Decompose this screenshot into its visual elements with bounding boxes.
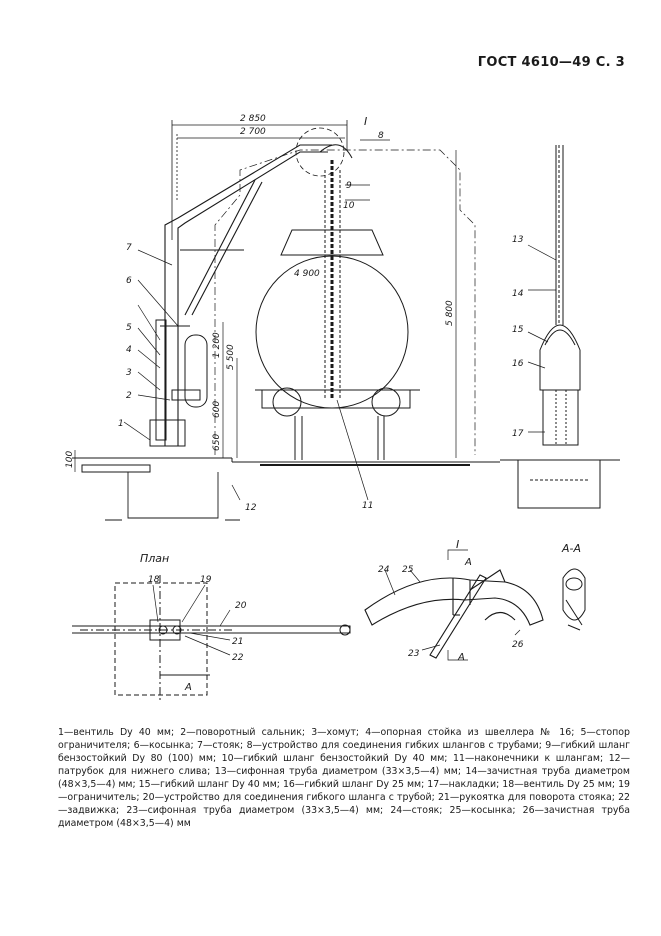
legend-item: 23—сифонная труба диаметром (33×3,5—4) мм; [126,805,391,816]
dimension-lines-top [172,120,347,240]
callout-21: 21 [232,637,244,647]
plan-view [72,575,350,700]
legend-item: 14—зачистная труба диаметром (48×3,5—4) мм; [58,766,630,790]
dim-5800: 5 800 [445,300,455,326]
section-AA-title: А-А [562,542,582,555]
technical-drawing [0,100,661,720]
legend-item: 11—наконечники к шлангам; [453,753,609,764]
callout-9: 9 [346,181,352,191]
callout-13: 13 [512,235,524,245]
callout-24: 24 [378,565,390,575]
foundation [105,472,240,520]
callout-1: 1 [118,419,124,429]
legend-item: 3—хомут; [311,727,366,738]
legend-item: 15—гибкий шланг Dу 40 мм; [138,779,283,790]
legend-item: 21—рукоятка для поворота стояка; [437,792,619,803]
legend-item: 18—вентиль Dу 25 мм; [502,779,619,790]
dim-2850: 2 850 [240,114,266,124]
legend-item: 17—накладки; [427,779,503,790]
dim-4900: 4 900 [294,269,320,279]
legend-item: 8—устройство для соединения гибких шлангов с трубами; [246,740,546,751]
callout-19: 19 [200,575,212,585]
dim-2700: 2 700 [240,127,266,137]
legend-item: 26—зачистная труба диаметром (48×3,5—4) мм [58,805,630,829]
callout-18: 18 [148,575,160,585]
plan-title: План [140,552,170,565]
legend-item: 13—сифонная труба диаметром (33×3,5—4) мм; [214,766,466,777]
legend-item: 5—стопор ограничителя; [58,727,630,751]
tank-car-gauge-outline [215,150,475,455]
callout-2: 2 [126,391,132,401]
legend-item: 22—задвижка; [58,792,630,816]
dim-100: 100 [65,450,75,468]
legend-item: 9—гибкий шланг бензостойкий Dу 80 (100) мм; [58,740,630,764]
callout-14: 14 [512,289,524,299]
legend-item: 25—косынка; [449,805,523,816]
callout-10: 10 [343,201,355,211]
ground-line [72,458,500,465]
dim-650: 650 [212,433,222,451]
callout-12: 12 [245,503,257,513]
legend-item: 7—стояк; [197,740,247,751]
legend-item: 10—гибкий шланг бензостойкий Dу 40 мм; [221,753,454,764]
callout-5: 5 [126,323,132,333]
detail-I-title: I [456,538,460,551]
callout-17: 17 [512,429,524,439]
dim-5500: 5 500 [226,344,236,370]
callout-7: 7 [126,243,132,253]
callout-15: 15 [512,325,524,335]
tank-car [255,230,420,460]
section-arrow-A-top: А [465,557,472,568]
legend-item: 1—вентиль Dу 40 мм; [58,727,181,738]
callout-26: 26 [512,640,524,650]
dim-1200: 1 200 [212,332,222,358]
legend-item: 2—поворотный сальник; [180,727,312,738]
callout-20: 20 [235,601,247,611]
section-arrow-A-bottom: А [458,652,465,663]
callout-6: 6 [126,276,132,286]
legend-item: 16—гибкий шланг Dу 25 мм; [282,779,428,790]
detail-I-label: I [364,115,368,128]
callout-22: 22 [232,653,244,663]
callout-4: 4 [126,345,132,355]
section-AA-view [563,569,585,630]
legend-item: 4—опорная стойка из швеллера № 16; [365,727,581,738]
dim-600: 600 [212,400,222,418]
callout-8: 8 [378,131,384,141]
side-view-leaders [528,245,556,432]
legend [58,726,630,830]
callout-16: 16 [512,359,524,369]
dimension-lines-vertical [75,150,456,472]
legend-item: 24—стояк; [390,805,450,816]
page-header: ГОСТ 4610—49 С. 3 [477,55,625,70]
callout-25: 25 [402,565,414,575]
drawing-labels [65,114,581,693]
legend-item: 12—патрубок для нижнего слива; [58,753,630,777]
callout-23: 23 [408,649,420,659]
callout-3: 3 [126,368,132,378]
legend-item: 6—косынка; [133,740,198,751]
legend-item: 19—ограничитель; [58,779,630,803]
callout-11: 11 [362,501,374,511]
legend-item: 20—устройство для соединения гибкого шланга с трубой; [142,792,438,803]
plan-arrow-A: А [185,682,192,693]
